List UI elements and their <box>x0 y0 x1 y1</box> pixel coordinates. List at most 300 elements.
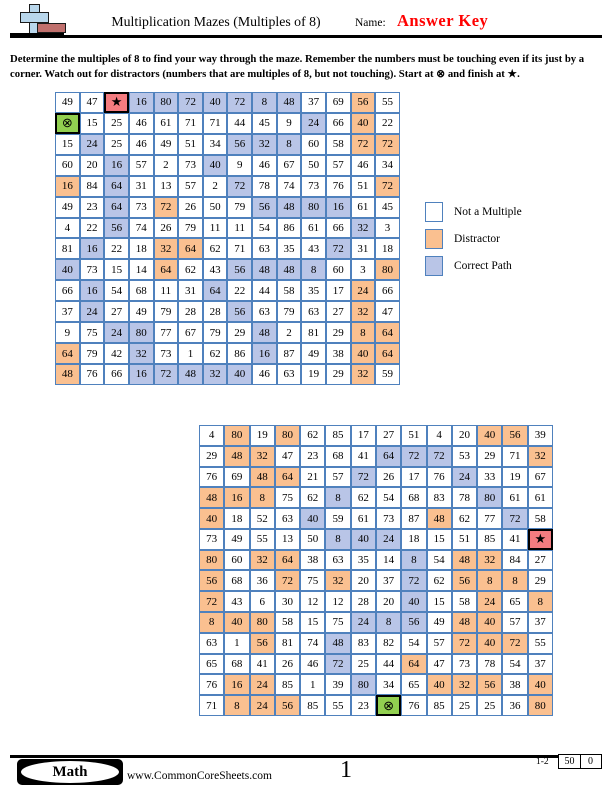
maze-cell: 15 <box>427 529 452 550</box>
path-cell: 40 <box>300 508 325 529</box>
distractor-cell: 32 <box>325 570 350 591</box>
page-number: 1 <box>340 757 352 783</box>
maze-cell: 76 <box>427 467 452 488</box>
path-cell: 24 <box>351 612 376 633</box>
maze-cell: 18 <box>401 529 426 550</box>
maze-cell: 20 <box>376 591 401 612</box>
maze-cell: 49 <box>129 301 154 322</box>
maze-cell: 29 <box>227 322 252 343</box>
path-cell: 32 <box>203 364 228 385</box>
distractor-cell: 40 <box>351 343 376 364</box>
distractor-cell: 8 <box>224 695 249 716</box>
maze-cell: 26 <box>178 197 203 218</box>
path-cell: 56 <box>227 134 252 155</box>
maze-cell: 11 <box>227 218 252 239</box>
distractor-cell: 16 <box>55 176 80 197</box>
path-cell: 80 <box>351 674 376 695</box>
maze-cell: 62 <box>203 343 228 364</box>
path-cell: 64 <box>376 446 401 467</box>
score-boxes <box>558 754 602 769</box>
subject-label: Math <box>21 761 119 783</box>
maze-cell: 44 <box>376 654 401 675</box>
path-cell: 40 <box>227 364 252 385</box>
instructions-text: Determine the multiples of 8 to find your way through the maze. Remember the numbers must be touching even if its just by a corner. Watch out for distractors (numbers that are multiples of 8, but not touching). Start at ⊗ and finish at ★. <box>10 52 585 81</box>
path-cell: 32 <box>351 218 376 239</box>
path-cell: 40 <box>203 155 228 176</box>
maze-cell: 60 <box>301 134 326 155</box>
path-cell: 56 <box>227 259 252 280</box>
path-cell: 8 <box>325 529 350 550</box>
maze-cell: 86 <box>277 218 302 239</box>
maze-cell: 29 <box>326 364 351 385</box>
subject-badge <box>17 759 123 785</box>
maze-cell: 66 <box>55 280 80 301</box>
distractor-cell: 72 <box>275 570 300 591</box>
path-cell: 80 <box>301 197 326 218</box>
distractor-cell: 64 <box>178 238 203 259</box>
maze-cell: 39 <box>325 674 350 695</box>
maze-cell: 14 <box>376 550 401 571</box>
maze-cell: 50 <box>301 155 326 176</box>
maze-cell: 46 <box>351 155 376 176</box>
maze-cell: 85 <box>275 674 300 695</box>
maze-cell: 57 <box>427 633 452 654</box>
maze-cell: 83 <box>427 487 452 508</box>
maze-cell: 54 <box>427 550 452 571</box>
distractor-cell: 40 <box>477 612 502 633</box>
path-cell: 40 <box>203 92 228 113</box>
maze-cell: 35 <box>301 280 326 301</box>
maze-cell: 28 <box>178 301 203 322</box>
maze-cell: 23 <box>80 197 105 218</box>
maze-cell: 2 <box>154 155 179 176</box>
path-cell: 64 <box>104 197 129 218</box>
maze-cell: 66 <box>326 113 351 134</box>
maze-cell: 26 <box>275 654 300 675</box>
path-cell: 72 <box>154 364 179 385</box>
finish-cell: ★ <box>528 529 553 550</box>
maze-cell: 49 <box>55 92 80 113</box>
maze-cell: 29 <box>528 570 553 591</box>
maze-cell: 79 <box>154 301 179 322</box>
distractor-cell: 80 <box>250 612 275 633</box>
path-cell: 80 <box>129 322 154 343</box>
path-cell: 16 <box>326 197 351 218</box>
maze-cell: 3 <box>375 218 400 239</box>
maze-cell: 6 <box>250 591 275 612</box>
path-cell: 24 <box>452 467 477 488</box>
distractor-cell: 72 <box>351 134 376 155</box>
maze-cell: 22 <box>104 238 129 259</box>
maze-cell: 74 <box>129 218 154 239</box>
path-cell: 72 <box>178 92 203 113</box>
path-cell: 8 <box>325 487 350 508</box>
maze-cell: 81 <box>275 633 300 654</box>
maze-cell: 85 <box>427 695 452 716</box>
maze-cell: 73 <box>301 176 326 197</box>
maze-cell: 84 <box>80 176 105 197</box>
maze-cell: 58 <box>277 280 302 301</box>
maze-cell: 67 <box>528 467 553 488</box>
maze-cell: 51 <box>401 425 426 446</box>
distractor-cell: 72 <box>375 176 400 197</box>
maze-cell: 71 <box>178 113 203 134</box>
maze-cell: 73 <box>376 508 401 529</box>
maze-cell: 78 <box>477 654 502 675</box>
distractor-cell: 32 <box>351 364 376 385</box>
maze-cell: 47 <box>80 92 105 113</box>
maze-cell: 68 <box>401 487 426 508</box>
distractor-cell: 64 <box>375 322 400 343</box>
maze-cell: 75 <box>80 322 105 343</box>
maze-cell: 65 <box>199 654 224 675</box>
maze-cell: 71 <box>502 446 527 467</box>
maze-cell: 61 <box>301 218 326 239</box>
distractor-cell: 24 <box>250 695 275 716</box>
maze-cell: 73 <box>199 529 224 550</box>
maze-cell: 4 <box>55 218 80 239</box>
maze-cell: 15 <box>104 259 129 280</box>
logo-ruler <box>37 23 66 33</box>
maze-cell: 43 <box>203 259 228 280</box>
maze-cell: 18 <box>129 238 154 259</box>
maze-cell: 79 <box>80 343 105 364</box>
maze-cell: 66 <box>326 218 351 239</box>
maze-cell: 20 <box>351 570 376 591</box>
distractor-cell: 32 <box>477 550 502 571</box>
distractor-cell: 8 <box>250 487 275 508</box>
distractor-cell: 40 <box>477 425 502 446</box>
distractor-cell: 64 <box>275 467 300 488</box>
distractor-cell: 80 <box>275 425 300 446</box>
maze-cell: 54 <box>104 280 129 301</box>
maze-cell: 57 <box>502 612 527 633</box>
path-cell: 32 <box>252 134 277 155</box>
footer-rule <box>10 755 558 758</box>
maze-cell: 85 <box>325 425 350 446</box>
path-cell: 8 <box>376 612 401 633</box>
maze-cell: 61 <box>502 487 527 508</box>
maze-1-grid <box>55 92 400 385</box>
maze-cell: 37 <box>528 612 553 633</box>
path-cell: 72 <box>401 570 426 591</box>
maze-cell: 17 <box>351 425 376 446</box>
maze-cell: 9 <box>227 155 252 176</box>
distractor-cell: 32 <box>452 674 477 695</box>
path-cell: 72 <box>227 92 252 113</box>
maze-cell: 63 <box>252 238 277 259</box>
distractor-cell: 48 <box>250 467 275 488</box>
maze-cell: 65 <box>401 674 426 695</box>
distractor-cell: 80 <box>528 695 553 716</box>
distractor-cell: 72 <box>154 197 179 218</box>
path-cell: 64 <box>104 176 129 197</box>
maze-cell: 49 <box>427 612 452 633</box>
distractor-cell: 48 <box>427 508 452 529</box>
maze-cell: 63 <box>252 301 277 322</box>
path-cell: 56 <box>104 218 129 239</box>
answer-key-text: Answer Key <box>397 11 489 30</box>
distractor-cell: 56 <box>351 92 376 113</box>
maze-cell: 79 <box>277 301 302 322</box>
maze-cell: 26 <box>376 467 401 488</box>
maze-cell: 12 <box>300 591 325 612</box>
maze-cell: 49 <box>154 134 179 155</box>
maze-cell: 81 <box>301 322 326 343</box>
distractor-cell: 32 <box>528 446 553 467</box>
maze-cell: 15 <box>80 113 105 134</box>
maze-cell: 67 <box>277 155 302 176</box>
distractor-cell: 56 <box>250 633 275 654</box>
maze-cell: 29 <box>199 446 224 467</box>
maze-cell: 28 <box>351 591 376 612</box>
distractor-cell: 64 <box>55 343 80 364</box>
maze-cell: 9 <box>277 113 302 134</box>
maze-cell: 84 <box>502 550 527 571</box>
maze-cell: 75 <box>325 612 350 633</box>
legend-label-not-a-multiple: Not a Multiple <box>454 206 522 218</box>
maze-cell: 82 <box>376 633 401 654</box>
maze-cell: 47 <box>375 301 400 322</box>
maze-cell: 17 <box>326 280 351 301</box>
maze-cell: 19 <box>250 425 275 446</box>
maze-cell: 26 <box>154 218 179 239</box>
distractor-cell: 40 <box>477 633 502 654</box>
maze-cell: 51 <box>452 529 477 550</box>
distractor-cell: 24 <box>477 591 502 612</box>
maze-cell: 15 <box>55 134 80 155</box>
distractor-cell: 24 <box>250 674 275 695</box>
maze-cell: 60 <box>326 259 351 280</box>
maze-cell: 67 <box>178 322 203 343</box>
maze-cell: 68 <box>224 654 249 675</box>
maze-cell: 55 <box>375 92 400 113</box>
path-cell: 16 <box>104 155 129 176</box>
distractor-cell: 40 <box>528 674 553 695</box>
path-cell: 40 <box>401 591 426 612</box>
maze-cell: 39 <box>528 425 553 446</box>
maze-cell: 57 <box>325 467 350 488</box>
maze-cell: 79 <box>227 197 252 218</box>
maze-cell: 76 <box>199 467 224 488</box>
distractor-cell: 24 <box>351 280 376 301</box>
correct-path-swatch <box>425 256 443 276</box>
maze-cell: 55 <box>325 695 350 716</box>
problem-range-label: 1-2 <box>536 757 549 767</box>
maze-cell: 59 <box>325 508 350 529</box>
maze-cell: 63 <box>277 364 302 385</box>
path-cell: 72 <box>326 238 351 259</box>
path-cell: 32 <box>129 343 154 364</box>
maze-cell: 75 <box>300 570 325 591</box>
distractor-cell: 56 <box>477 674 502 695</box>
maze-cell: 46 <box>252 364 277 385</box>
maze-cell: 22 <box>375 113 400 134</box>
maze-cell: 27 <box>104 301 129 322</box>
maze-cell: 62 <box>300 425 325 446</box>
path-cell: 40 <box>55 259 80 280</box>
maze-cell: 25 <box>104 113 129 134</box>
path-cell: 80 <box>154 92 179 113</box>
maze-cell: 47 <box>275 446 300 467</box>
maze-cell: 21 <box>300 467 325 488</box>
distractor-cell: 32 <box>250 446 275 467</box>
maze-cell: 22 <box>80 218 105 239</box>
maze-cell: 63 <box>301 301 326 322</box>
distractor-cell: 48 <box>199 487 224 508</box>
maze-cell: 62 <box>452 508 477 529</box>
maze-cell: 31 <box>129 176 154 197</box>
distractor-cell: 8 <box>351 322 376 343</box>
maze-cell: 76 <box>80 364 105 385</box>
maze-cell: 61 <box>154 113 179 134</box>
path-cell: 56 <box>227 301 252 322</box>
path-cell: 8 <box>301 259 326 280</box>
maze-cell: 62 <box>351 487 376 508</box>
maze-cell: 43 <box>224 591 249 612</box>
maze-cell: 29 <box>477 446 502 467</box>
path-cell: 48 <box>252 322 277 343</box>
maze-cell: 87 <box>401 508 426 529</box>
path-cell: 80 <box>477 487 502 508</box>
maze-cell: 76 <box>401 695 426 716</box>
maze-cell: 38 <box>326 343 351 364</box>
maze-cell: 86 <box>227 343 252 364</box>
maze-cell: 63 <box>199 633 224 654</box>
maze-cell: 61 <box>351 508 376 529</box>
maze-cell: 18 <box>224 508 249 529</box>
distractor-cell: 48 <box>452 612 477 633</box>
maze-cell: 37 <box>55 301 80 322</box>
maze-cell: 11 <box>154 280 179 301</box>
maze-cell: 54 <box>401 633 426 654</box>
maze-cell: 69 <box>224 467 249 488</box>
maze-cell: 77 <box>154 322 179 343</box>
path-cell: 48 <box>252 259 277 280</box>
distractor-cell: 56 <box>275 695 300 716</box>
maze-cell: 76 <box>326 176 351 197</box>
distractor-cell: 64 <box>375 343 400 364</box>
maze-cell: 77 <box>477 508 502 529</box>
maze-cell: 54 <box>376 487 401 508</box>
path-cell: 48 <box>277 92 302 113</box>
maze-cell: 81 <box>55 238 80 259</box>
maze-cell: 41 <box>351 446 376 467</box>
maze-cell: 59 <box>375 364 400 385</box>
distractor-cell: 80 <box>199 550 224 571</box>
maze-cell: 47 <box>427 654 452 675</box>
distractor-cell: 40 <box>427 674 452 695</box>
maze-cell: 15 <box>300 612 325 633</box>
legend <box>425 202 522 283</box>
maze-cell: 25 <box>477 695 502 716</box>
maze-cell: 27 <box>326 301 351 322</box>
legend-label-distractor: Distractor <box>454 233 500 245</box>
maze-cell: 71 <box>203 113 228 134</box>
path-cell: 48 <box>277 197 302 218</box>
maze-cell: 38 <box>502 674 527 695</box>
maze-cell: 15 <box>427 591 452 612</box>
maze-cell: 42 <box>104 343 129 364</box>
maze-cell: 20 <box>80 155 105 176</box>
path-cell: 64 <box>203 280 228 301</box>
maze-cell: 55 <box>250 529 275 550</box>
maze-cell: 27 <box>528 550 553 571</box>
path-cell: 48 <box>277 259 302 280</box>
maze-cell: 46 <box>129 134 154 155</box>
maze-cell: 85 <box>300 695 325 716</box>
header-rule <box>10 35 602 38</box>
path-cell: 8 <box>277 134 302 155</box>
maze-cell: 3 <box>351 259 376 280</box>
maze-cell: 25 <box>351 654 376 675</box>
maze-cell: 62 <box>427 570 452 591</box>
maze-cell: 79 <box>178 218 203 239</box>
distractor-cell: 48 <box>452 550 477 571</box>
logo-plus-horizontal <box>20 12 49 23</box>
maze-cell: 1 <box>300 674 325 695</box>
distractor-cell: 8 <box>502 570 527 591</box>
maze-cell: 58 <box>275 612 300 633</box>
distractor-cell: 64 <box>275 550 300 571</box>
maze-cell: 58 <box>452 591 477 612</box>
maze-cell: 41 <box>502 529 527 550</box>
path-cell: 16 <box>252 343 277 364</box>
maze-cell: 36 <box>502 695 527 716</box>
maze-cell: 50 <box>300 529 325 550</box>
finish-cell: ★ <box>104 92 129 113</box>
path-cell: 40 <box>351 529 376 550</box>
maze-cell: 54 <box>502 654 527 675</box>
path-cell: 16 <box>80 238 105 259</box>
maze-cell: 60 <box>224 550 249 571</box>
maze-cell: 62 <box>178 259 203 280</box>
maze-cell: 22 <box>227 280 252 301</box>
path-cell: 8 <box>252 92 277 113</box>
distractor-cell: 64 <box>154 259 179 280</box>
distractor-cell: 16 <box>224 674 249 695</box>
distractor-cell: 56 <box>199 570 224 591</box>
maze-cell: 87 <box>277 343 302 364</box>
maze-cell: 1 <box>178 343 203 364</box>
maze-cell: 23 <box>300 446 325 467</box>
distractor-cell: 56 <box>452 570 477 591</box>
maze-cell: 68 <box>325 446 350 467</box>
maze-cell: 4 <box>199 425 224 446</box>
maze-cell: 61 <box>528 487 553 508</box>
maze-cell: 31 <box>351 238 376 259</box>
maze-cell: 45 <box>252 113 277 134</box>
maze-cell: 46 <box>129 113 154 134</box>
maze-cell: 71 <box>199 695 224 716</box>
maze-cell: 73 <box>178 155 203 176</box>
maze-cell: 63 <box>275 508 300 529</box>
maze-cell: 49 <box>301 343 326 364</box>
maze-cell: 25 <box>452 695 477 716</box>
maze-cell: 17 <box>401 467 426 488</box>
maze-cell: 18 <box>375 238 400 259</box>
distractor-cell: 56 <box>502 425 527 446</box>
maze-cell: 68 <box>224 570 249 591</box>
maze-cell: 2 <box>203 176 228 197</box>
maze-cell: 55 <box>528 633 553 654</box>
maze-cell: 74 <box>300 633 325 654</box>
maze-cell: 69 <box>326 92 351 113</box>
maze-2-grid <box>199 425 553 716</box>
distractor-cell: 40 <box>351 113 376 134</box>
maze-cell: 57 <box>178 176 203 197</box>
maze-cell: 46 <box>252 155 277 176</box>
